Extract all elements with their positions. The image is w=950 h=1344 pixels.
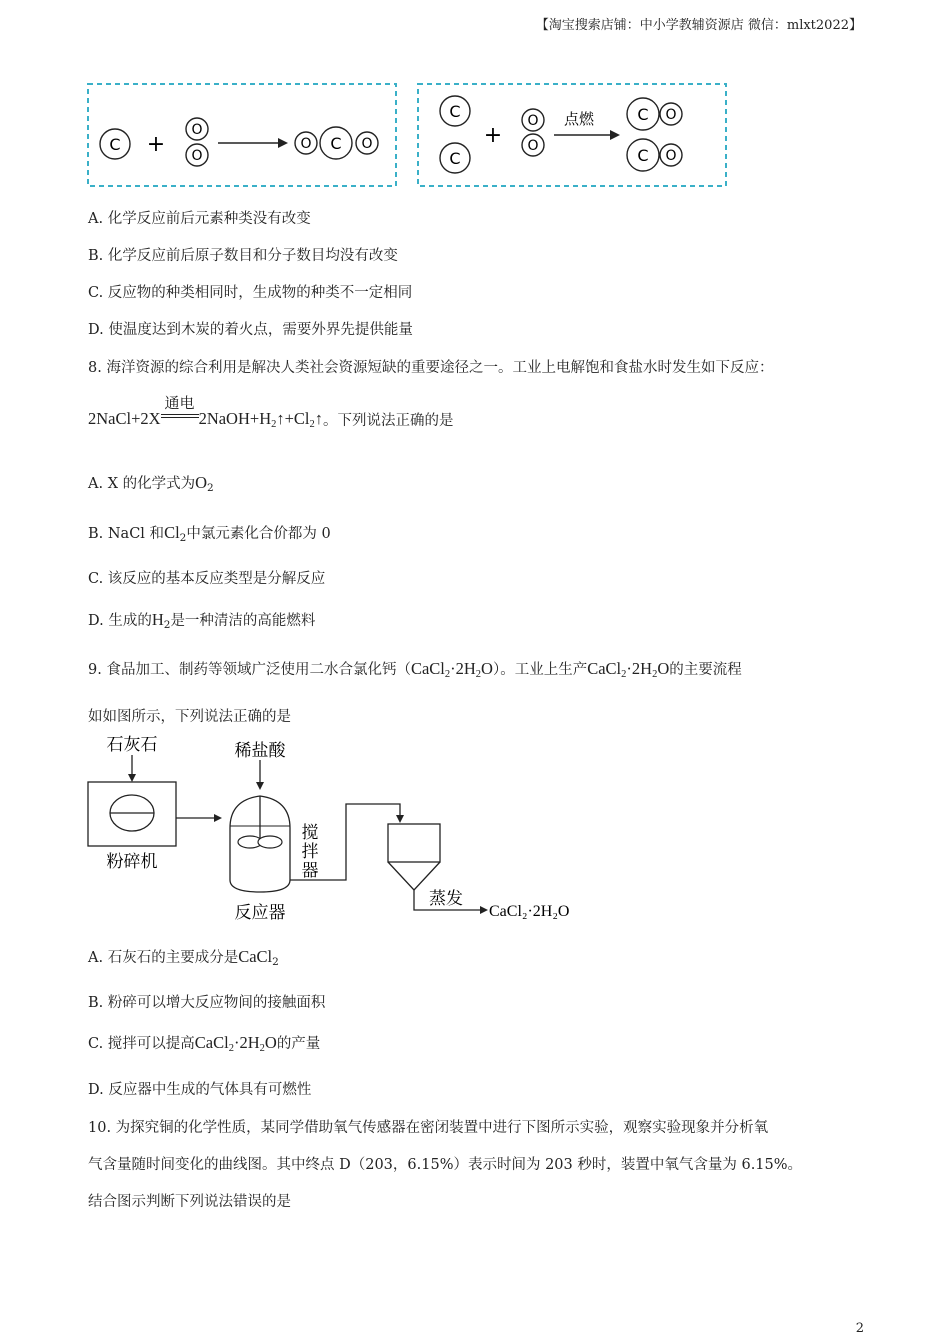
- q7-option-a: A. 化学反应前后元素种类没有改变: [88, 211, 311, 227]
- svg-text:+: +: [483, 123, 503, 148]
- q8-stem: 8. 海洋资源的综合利用是解决人类社会资源短缺的重要途径之一。工业上电解饱和食盐水时发生如下反应：: [88, 360, 774, 376]
- svg-text:C: C: [637, 146, 649, 165]
- q8-option-a: A. X 的化学式为$O_2$: [88, 473, 214, 494]
- condition-ignite: 点燃: [563, 110, 595, 128]
- svg-text:搅: 搅: [301, 823, 319, 843]
- svg-text:C: C: [637, 105, 649, 124]
- product-label: CaCl₂·2H₂O: [489, 903, 570, 920]
- svg-text:器: 器: [301, 861, 319, 881]
- reactor-label: 反应器: [234, 903, 286, 923]
- q10-stem-line1: 10. 为探究铜的化学性质，某同学借助氧气传感器在密闭装置中进行下图所示实验，观察实验现象并分析氧: [88, 1120, 769, 1136]
- svg-text:拌: 拌: [301, 842, 319, 862]
- q7-option-c: C. 反应物的种类相同时，生成物的种类不一定相同: [88, 285, 413, 301]
- process-flow-diagram: [84, 730, 594, 930]
- q9-option-b: B. 粉碎可以增大反应物间的接触面积: [88, 995, 326, 1011]
- diagram-box-right: [418, 84, 726, 186]
- reaction-diagram: [84, 80, 734, 190]
- q9-option-a: A. 石灰石的主要成分是CaCl$_2$: [88, 947, 279, 968]
- evaporate-label: 蒸发: [429, 889, 463, 909]
- page-number: 2: [855, 1321, 864, 1336]
- q9-option-c: C. 搅拌可以提高$CaCl_2\cdot 2H_2O$的产量: [88, 1033, 321, 1054]
- svg-text:O: O: [361, 136, 373, 152]
- crusher-label: 粉碎机: [106, 852, 158, 872]
- limestone-label: 石灰石: [106, 735, 158, 755]
- svg-text:+: +: [146, 132, 166, 157]
- svg-text:O: O: [527, 138, 539, 154]
- q8-option-d: D. 生成的$H_2$是一种清洁的高能燃料: [88, 610, 316, 631]
- q7-option-b: B. 化学反应前后原子数目和分子数目均没有改变: [88, 248, 398, 264]
- svg-text:O: O: [527, 113, 539, 129]
- q9-stem-line2: 如如图所示，下列说法正确的是: [88, 709, 291, 725]
- svg-text:O: O: [191, 148, 203, 164]
- atom-c-label: C: [109, 135, 121, 154]
- svg-text:O: O: [191, 122, 203, 138]
- electrolysis-condition: 通电: [164, 394, 195, 412]
- svg-text:C: C: [330, 134, 342, 153]
- page-header: 【淘宝搜索店铺：中小学教辅资源店 微信：mlxt2022】: [535, 18, 862, 33]
- q9-option-d: D. 反应器中生成的气体具有可燃性: [88, 1082, 312, 1098]
- svg-text:O: O: [300, 136, 312, 152]
- q8-option-c: C. 该反应的基本反应类型是分解反应: [88, 571, 326, 587]
- svg-text:O: O: [665, 107, 677, 123]
- q10-stem-line3: 结合图示判断下列说法错误的是: [88, 1194, 291, 1210]
- q7-option-d: D. 使温度达到木炭的着火点，需要外界先提供能量: [88, 322, 413, 338]
- svg-text:C: C: [449, 102, 461, 121]
- acid-label: 稀盐酸: [234, 741, 286, 761]
- q8-equation: 2NaCl+2X 通电 $2NaOH+H_2↑+Cl_2↑$。下列说法正确的是: [88, 394, 454, 430]
- q8-option-b: B. NaCl 和$Cl_2$中氯元素化合价都为 0: [88, 523, 331, 544]
- svg-text:C: C: [449, 149, 461, 168]
- q10-stem-line2: 气含量随时间变化的曲线图。其中终点 D（203，6.15%）表示时间为 203 秒时，装置中氧气含量为 6.15%。: [88, 1157, 803, 1173]
- svg-text:O: O: [665, 148, 677, 164]
- diagram-box-left: [88, 84, 396, 186]
- q9-stem: 9. 食品加工、制药等领域广泛使用二水合氯化钙$(CaCl_2\cdot 2H_2O)$。工业上生产$CaCl_2\cdot 2H_2O$的主要流程: [88, 659, 742, 680]
